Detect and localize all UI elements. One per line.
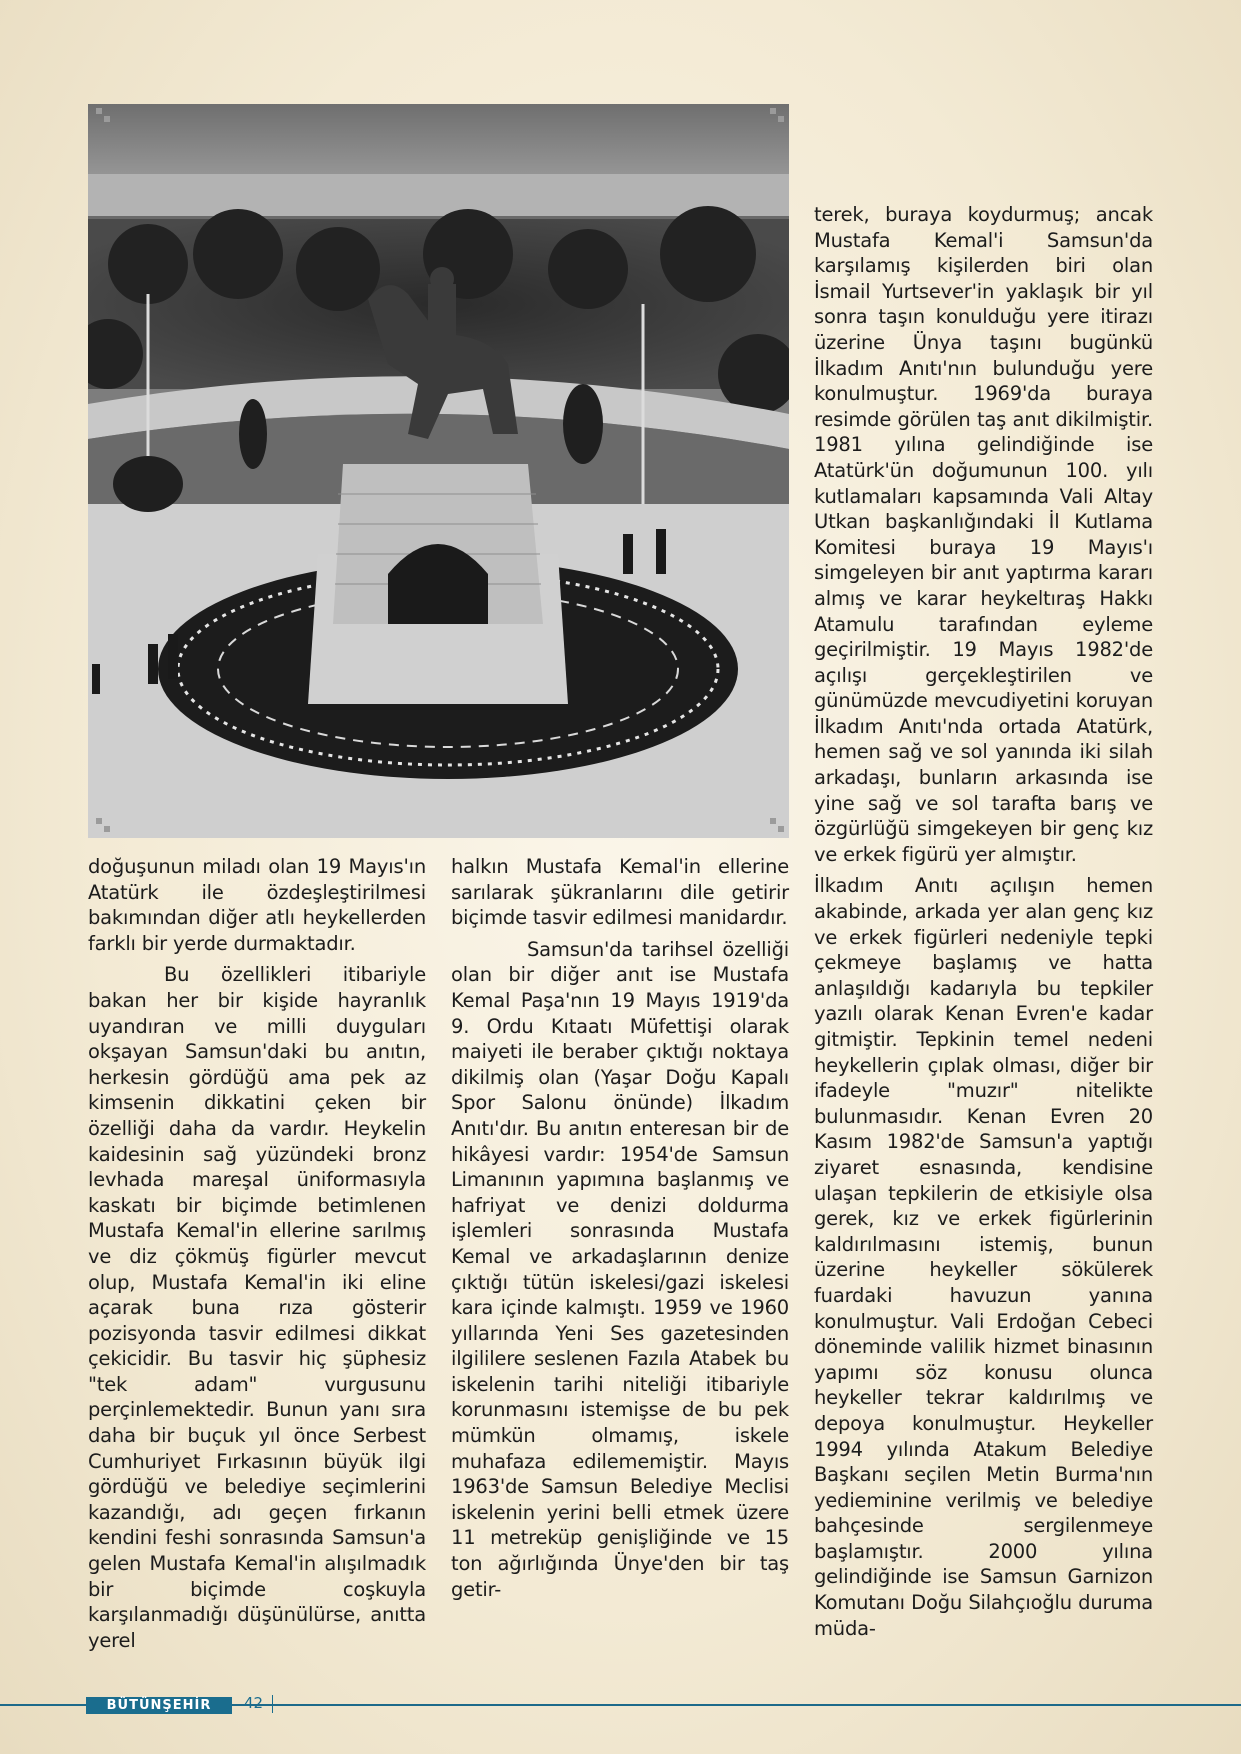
page-number-separator	[272, 1695, 273, 1713]
text-column-2	[451, 854, 789, 1602]
magazine-brand: BÜTÜNŞEHİR	[86, 1697, 232, 1714]
monument-photo-drawing	[88, 104, 789, 838]
beach	[88, 174, 789, 219]
photo-corner-ornament	[770, 818, 784, 832]
text-column-1	[88, 854, 426, 1653]
paragraph: İlkadım Anıtı açılışın hemen akabinde, arkada yer alan genç kız ve erkek figürleri nedeniyle tepki çekmeye başlamış ve hatta anlaşıldığı kadarıyla bu tepkiler yazılı olarak Kenan Evren'e kadar gitmiştir. Tepkinin temel nedeni heykellerin çıplak olması, diğer bir ifadeyle "muzır" nitelikte bulunmasıdır. Kenan Evren 20 Kasım 1982'de Samsun'a yaptığı ziyaret esnasında, kendisine ulaşan tepkilerin de etkisiyle olsa gerek, kız ve erkek figürlerinin kaldırılmasını istemiş, bunun üzerine heykeller sökülerek fuardaki havuzun yanına konulmuştur. Vali Erdoğan Cebeci döneminde valilik hizmet binasının yapımı söz konusu olunca heykeller tekrar kaldırılmış ve depoya konulmuştur. Heykeller 1994 yılında Atakum Belediye Başkanı seçilen Metin Burma'nın yedieminine verilmiş ve belediye bahçesinde sergilenmeye başlamıştır. 2000 yılına gelindiğinde ise Samsun Garnizon Komutanı Doğu Silahçıoğlu duruma müda-	[814, 874, 1153, 1640]
paragraph: doğuşunun miladı olan 19 Mayıs'ın Atatürk ile özdeşleştirilmesi bakımından diğer atlı heykellerden farklı bir yerde durmaktadır.	[88, 855, 426, 955]
page-number: 42	[244, 1694, 264, 1712]
paragraph: Bu özellikleri itibariyle bakan her bir kişide hayranlık uyandıran ve milli duyguları okşayan Samsun'daki bu anıtın, herkesin gördüğü ama pek az kimsenin dikkatini çeken bir özelliği daha da vardır. Heykelin kaidesinin sağ yüzündeki bronz levhada mareşal üniformasıyla kaskatı bir biçimde betimlenen Mustafa Kemal'in ellerine sarılmış ve diz çökmüş figürler mevcut olup, Mustafa Kemal'in iki eline açarak buna rıza gösterir pozisyonda tasvir edilmesi dikkat çekicidir. Bu tasvir hiç şüphesiz "tek adam" vurgusunu perçinlemektedir. Bunun yanı sıra daha bir buçuk yıl önce Serbest Cumhuriyet Fırkasının büyük ilgi gördüğü ve belediye seçimlerini kazandığı, adı geçen fırkanın kendini feshi sonrasında Samsun'a gelen Mustafa Kemal'in alışılmadık bir biçimde coşkuyla karşılanmadığı düşünülürse, anıtta yerel	[88, 963, 426, 1652]
paragraph: Samsun'da tarihsel özelliği olan bir diğer anıt ise Mustafa Kemal Paşa'nın 19 Mayıs 1919'da 9. Ordu Kıtaatı Müfettişi olarak maiyeti ile beraber çıktığı noktaya dikilmiş olan (Yaşar Doğu Kapalı Spor Salonu önünde) İlkadım Anıtı'dır. Bu anıtın enteresan bir de hikâyesi vardır: 1954'de Samsun Limanının yapımına başlanmış ve hafriyat ve denizi doldurma işlemleri sonrasında Mustafa Kemal ve arkadaşlarının denize çıktığı tütün iskelesi/gazi iskelesi kara içinde kalmıştı. 1959 ve 1960 yıllarında Yeni Ses gazetesinden ilgililere seslenen Fazıla Atabek bu iskelenin tarihi niteliği itibariyle korunmasını istemişse de bu pek mümkün olmamış, iskele muhafaza edilememiştir. Mayıs 1963'de Samsun Belediye Meclisi iskelenin yerini belli etmek üzere 11 metreküp genişliğinde ve 15 ton ağırlığında Ünye'den bir taş getir-	[451, 937, 789, 1601]
text-column-3	[814, 202, 1153, 1641]
paragraph: halkın Mustafa Kemal'in ellerine sarılarak şükranlarını dile getirir biçimde tasvir edilmesi manidardır.	[451, 855, 789, 930]
sea	[88, 104, 789, 184]
photo-corner-ornament	[96, 108, 110, 122]
monument-photo	[88, 104, 789, 838]
paragraph: terek, buraya koydurmuş; ancak Mustafa Kemal'i Samsun'da karşılamış kişilerden biri olan İsmail Yurtsever'in yaklaşık bir yıl sonra taşın konulduğu yere itirazı üzerine Ünya taşını bugünkü İlkadım Anıtı'nın bulunduğu yere konulmuştur. 1969'da buraya resimde görülen taş anıt dikilmiştir. 1981 yılına gelindiğinde ise Atatürk'ün doğumunun 100. yılı kutlamaları kapsamında Vali Altay Utkan başkanlığındaki İl Kutlama Komitesi buraya 19 Mayıs'ı simgeleyen bir anıt yaptırma kararı almış ve karar heykeltıraş Hakkı Atamulu tarafından eyleme geçirilmiştir. 19 Mayıs 1982'de açılışı gerçekleştirilen ve günümüzde mevcudiyetini koruyan İlkadım Anıtı'nda ortada Atatürk, hemen sağ ve sol yanında iki silah arkadaşı, bunların arkasında ise yine sağ ve sol tarafta barış ve özgürlüğü simgekeyen bir genç kız ve erkek figürü yer almıştır.	[814, 203, 1153, 866]
photo-corner-ornament	[770, 108, 784, 122]
photo-corner-ornament	[96, 818, 110, 832]
